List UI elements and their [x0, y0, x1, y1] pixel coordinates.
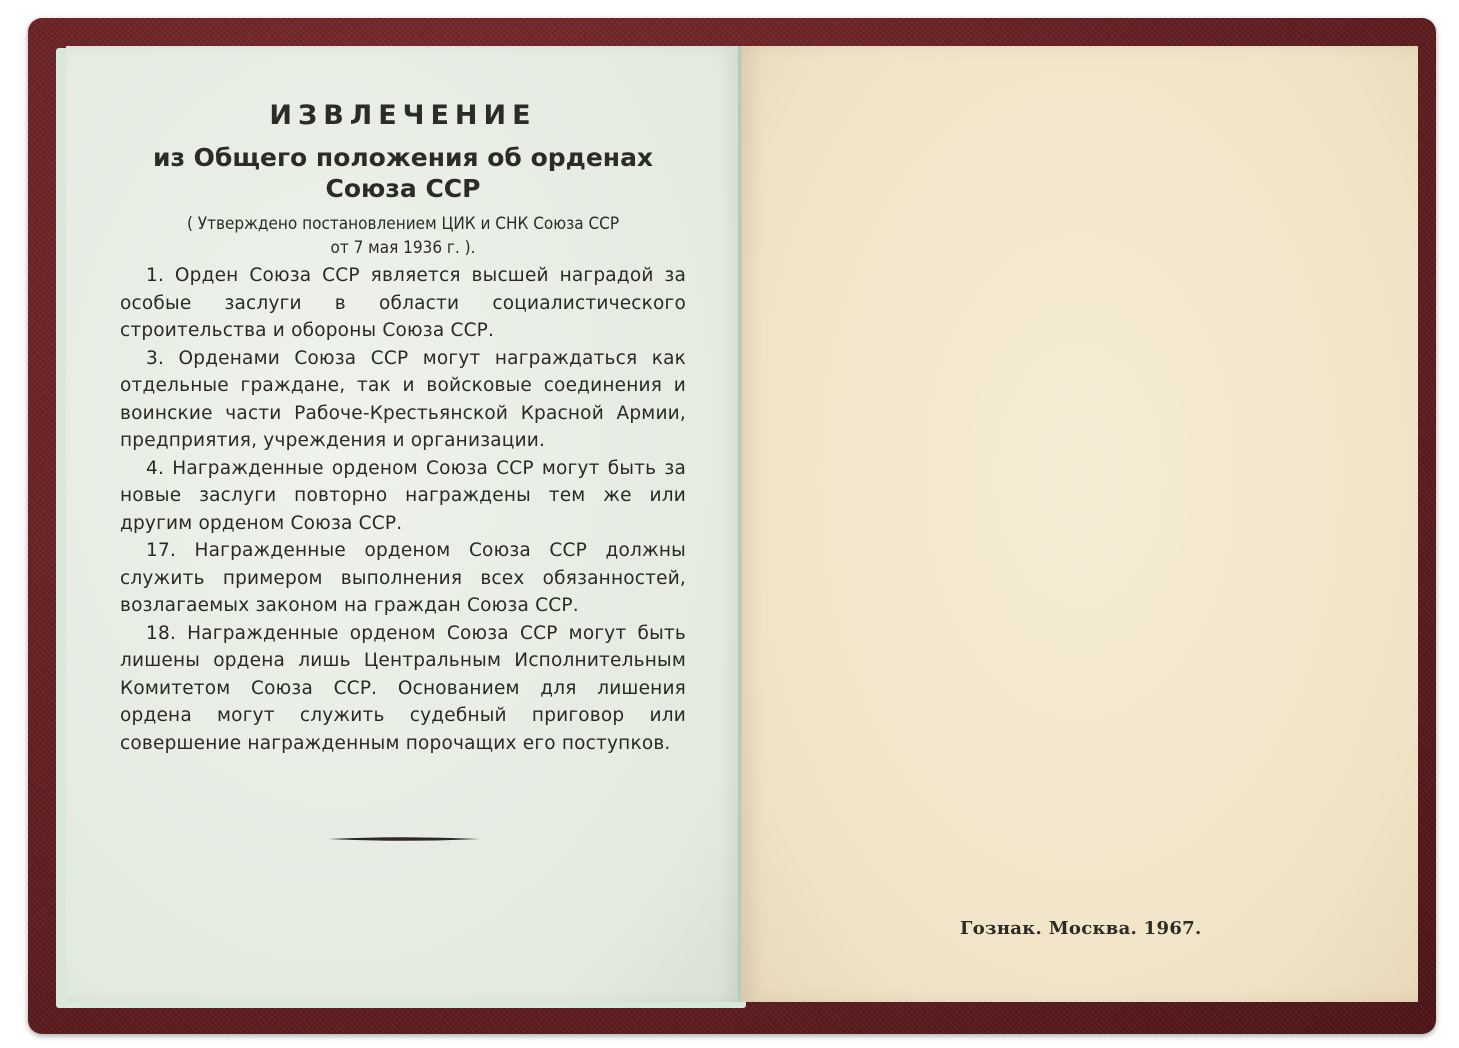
ornamental-divider [328, 837, 480, 841]
subtitle-line-2: Союза ССР [325, 174, 481, 203]
paragraph-18: 18. Награжденные орденом Союза ССР могут быть лишены ордена лишь Центральным Исполнительным Комитетом Союза ССР. Основанием для лишения ордена могут служить судебный приговор или совершение награжденным порочащих его поступков. [120, 622, 686, 754]
document-subtitle [120, 142, 686, 204]
subtitle-line-1: из Общего положения об орденах [152, 143, 654, 172]
paragraph-1: 1. Орден Союза ССР является высшей наградой за особые заслуги в области социалистического строительства и обороны Союза ССР. [120, 265, 686, 341]
paragraph-3: 3. Орденами Союза ССР могут награждаться как отдельные граждане, так и войсковые соединения и воинские части Рабоче-Крестьянской Красной Армии, предприятия, учреждения и организации. [120, 347, 686, 451]
publisher-imprint: Гознак. Москва. 1967. [960, 918, 1202, 939]
paragraph-4: 4. Награжденные орденом Союза ССР могут быть за новые заслуги повторно награждены тем же или другим орденом Союза ССР. [120, 457, 686, 534]
document-title: ИЗВЛЕЧЕНИЕ [269, 100, 537, 131]
paragraph-17: 17. Награжденные орденом Союза ССР должны служить примером выполнения всех обязанностей, возлагаемых законом на граждан Союза ССР. [120, 540, 686, 616]
right-page [740, 46, 1418, 1002]
approval-line-1: ( Утверждено постановлением ЦИК и СНК Союза ССР [186, 214, 620, 234]
approval-note [120, 212, 686, 260]
approval-line-2: от 7 мая 1936 г. ). [330, 238, 476, 258]
statute-paragraphs [120, 262, 686, 757]
